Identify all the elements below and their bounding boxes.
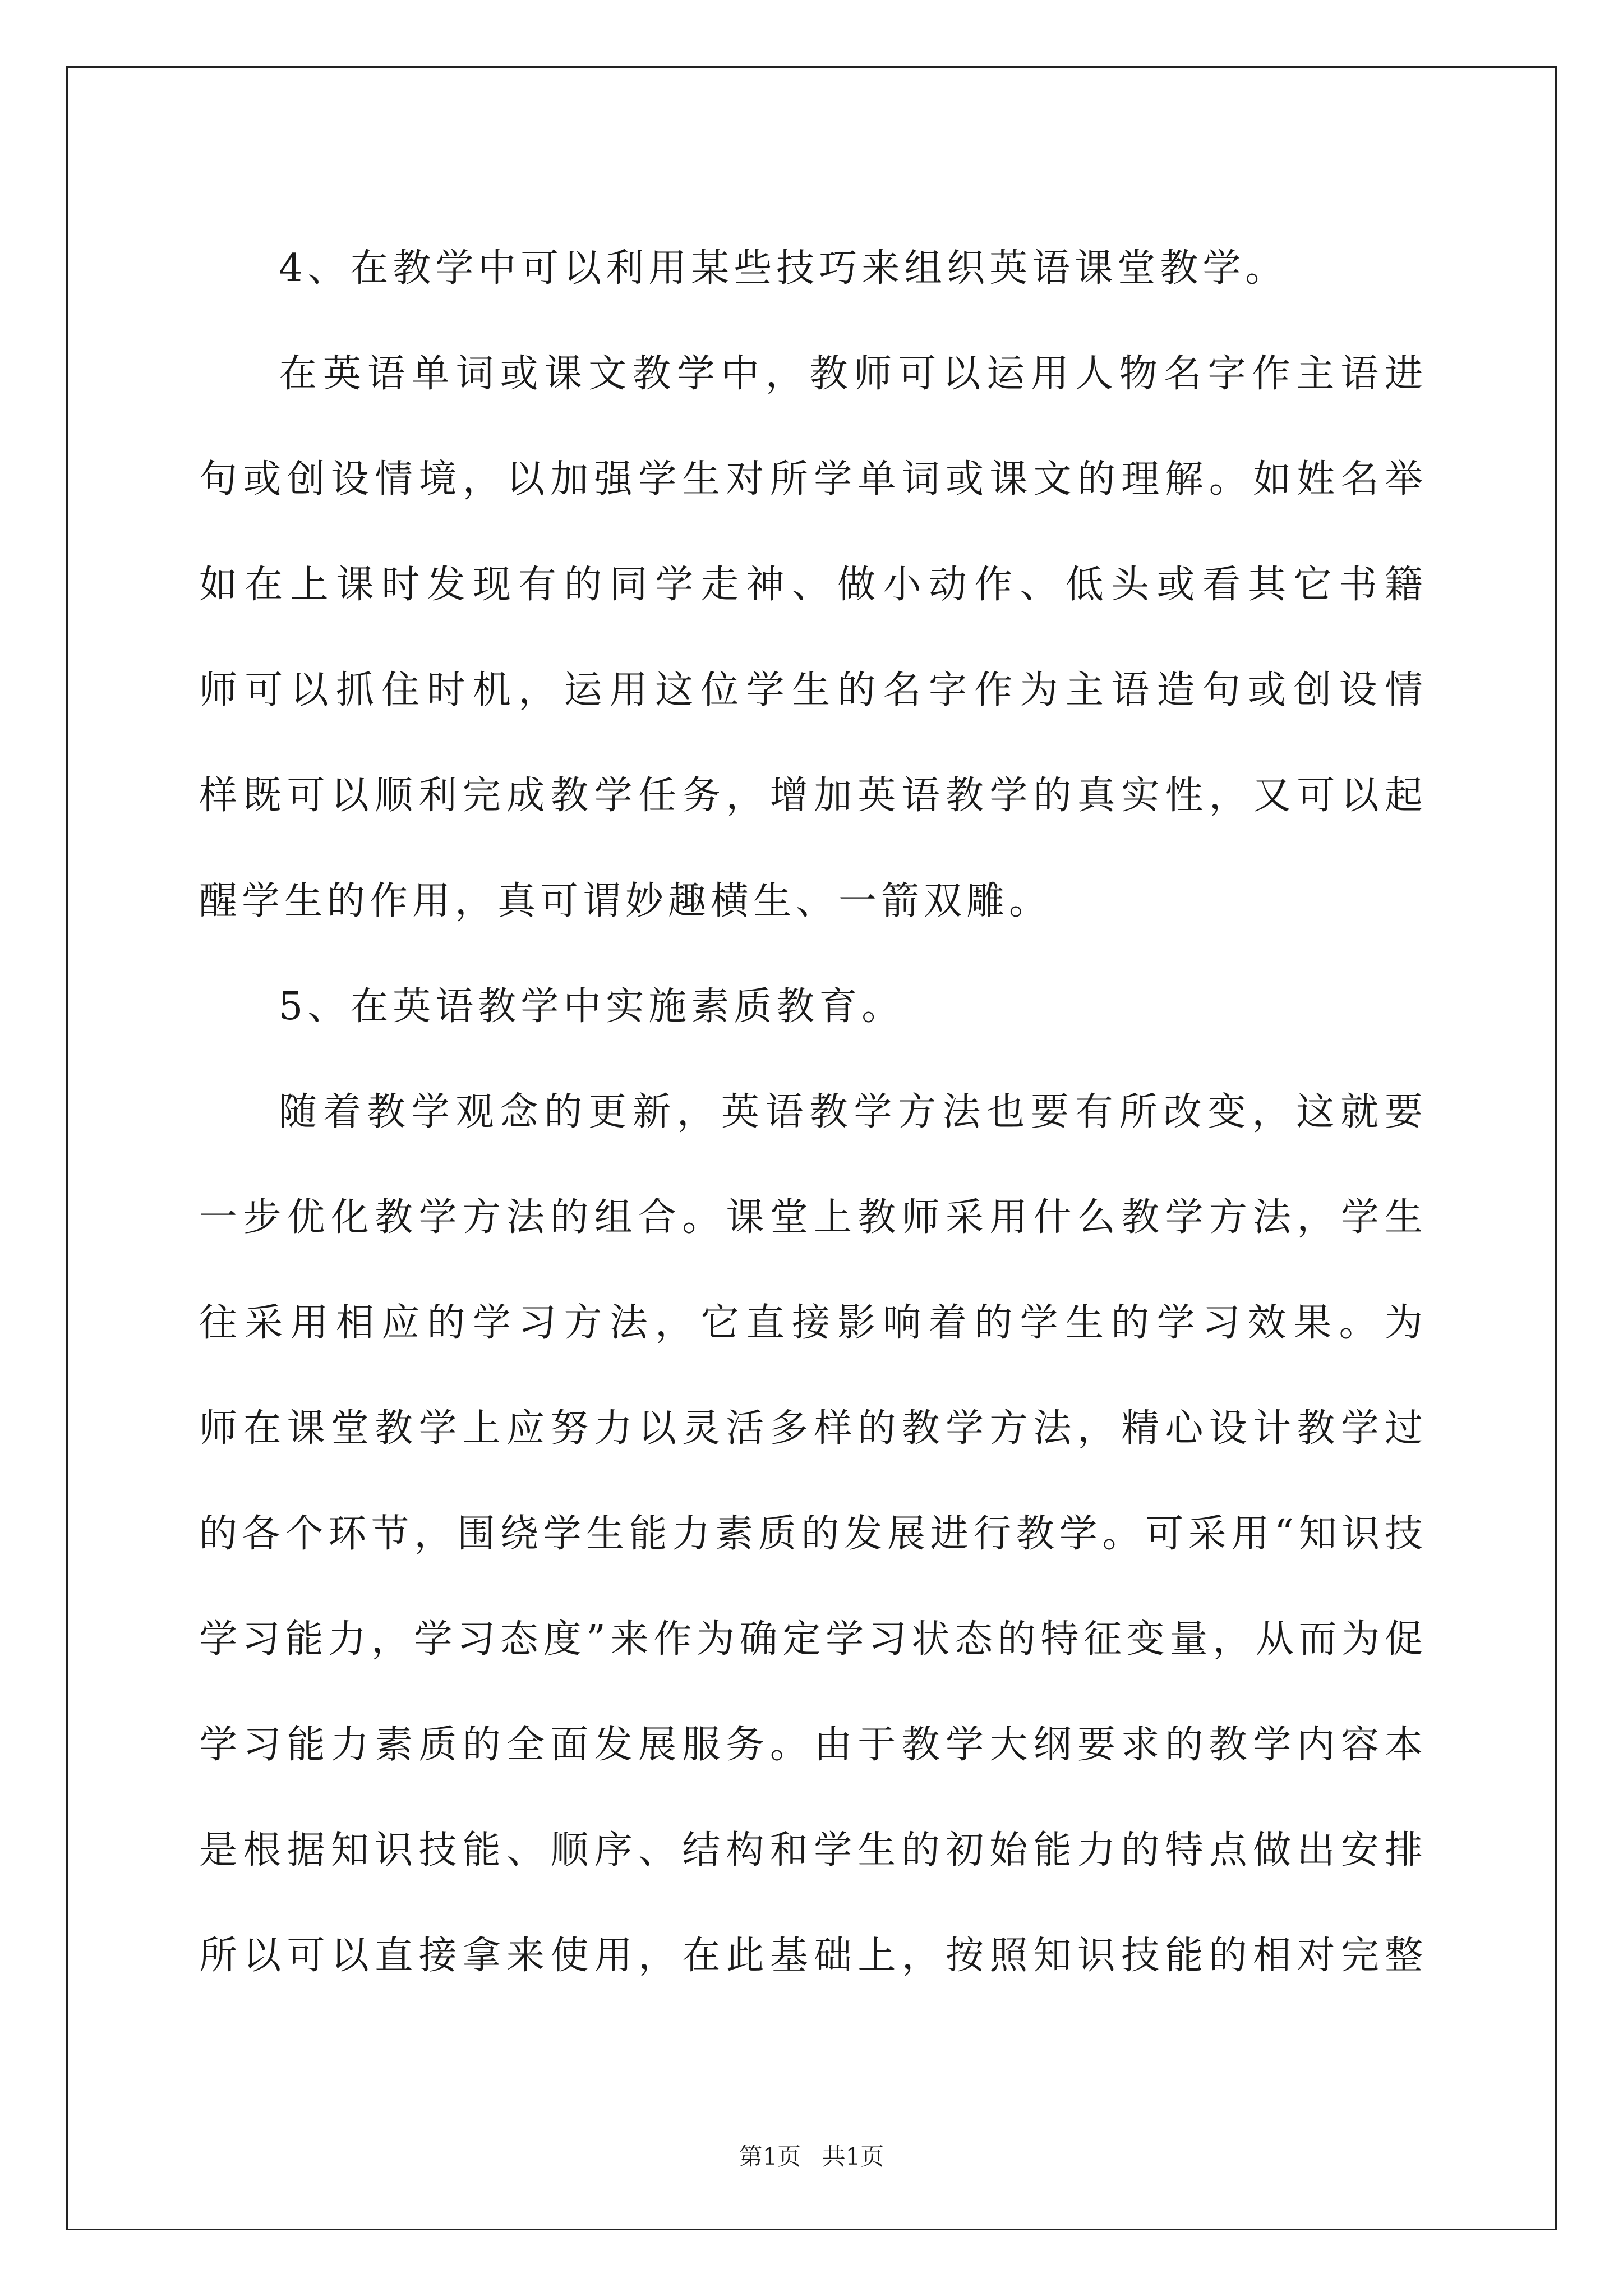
- text-line: 师可以抓住时机，运用这位学生的名字作为主语造句或创设情: [199, 668, 1427, 712]
- text-line: 在英语单词或课文教学中，教师可以运用人物名字作主语进: [279, 352, 1427, 396]
- document-body: [199, 216, 1427, 2009]
- text-line: 5、在英语教学中实施素质教育。: [279, 984, 905, 1029]
- text-line: 如在上课时发现有的同学走神、做小动作、低头或看其它书籍: [199, 563, 1427, 607]
- text-line: 所以可以直接拿来使用，在此基础上，按照知识技能的相对完整: [199, 1934, 1427, 1978]
- text-line: 学习能力素质的全面发展服务。由于教学大纲要求的教学内容本: [199, 1723, 1427, 1767]
- text-line: 学习能力，学习态度”来作为确定学习状态的特征变量，从而为促: [199, 1617, 1427, 1662]
- page-total: 共1页: [822, 2143, 884, 2170]
- text-line: 句或创设情境，以加强学生对所学单词或课文的理解。如姓名举: [199, 457, 1427, 501]
- page-footer: [0, 2138, 1623, 2172]
- text-line: 4、在教学中可以利用某些技巧来组织英语课堂教学。: [279, 246, 1288, 291]
- text-line: 的各个环节，围绕学生能力素质的发展进行教学。可采用“知识技: [199, 1512, 1427, 1556]
- text-line: 一步优化教学方法的组合。课堂上教师采用什么教学方法，学生: [199, 1195, 1427, 1240]
- text-line: 往采用相应的学习方法，它直接影响着的学生的学习效果。为: [199, 1301, 1427, 1345]
- text-line: 醒学生的作用，真可谓妙趣横生、一箭双雕。: [199, 879, 1052, 923]
- text-line: 随着教学观念的更新，英语教学方法也要有所改变，这就要: [279, 1090, 1427, 1134]
- text-line: 是根据知识技能、顺序、结构和学生的初始能力的特点做出安排: [199, 1828, 1427, 1872]
- text-line: 样既可以顺利完成教学任务，增加英语教学的真实性，又可以起: [199, 774, 1427, 818]
- page-number: 第1页: [739, 2143, 801, 2170]
- text-line: 师在课堂教学上应努力以灵活多样的教学方法，精心设计教学过: [199, 1406, 1427, 1451]
